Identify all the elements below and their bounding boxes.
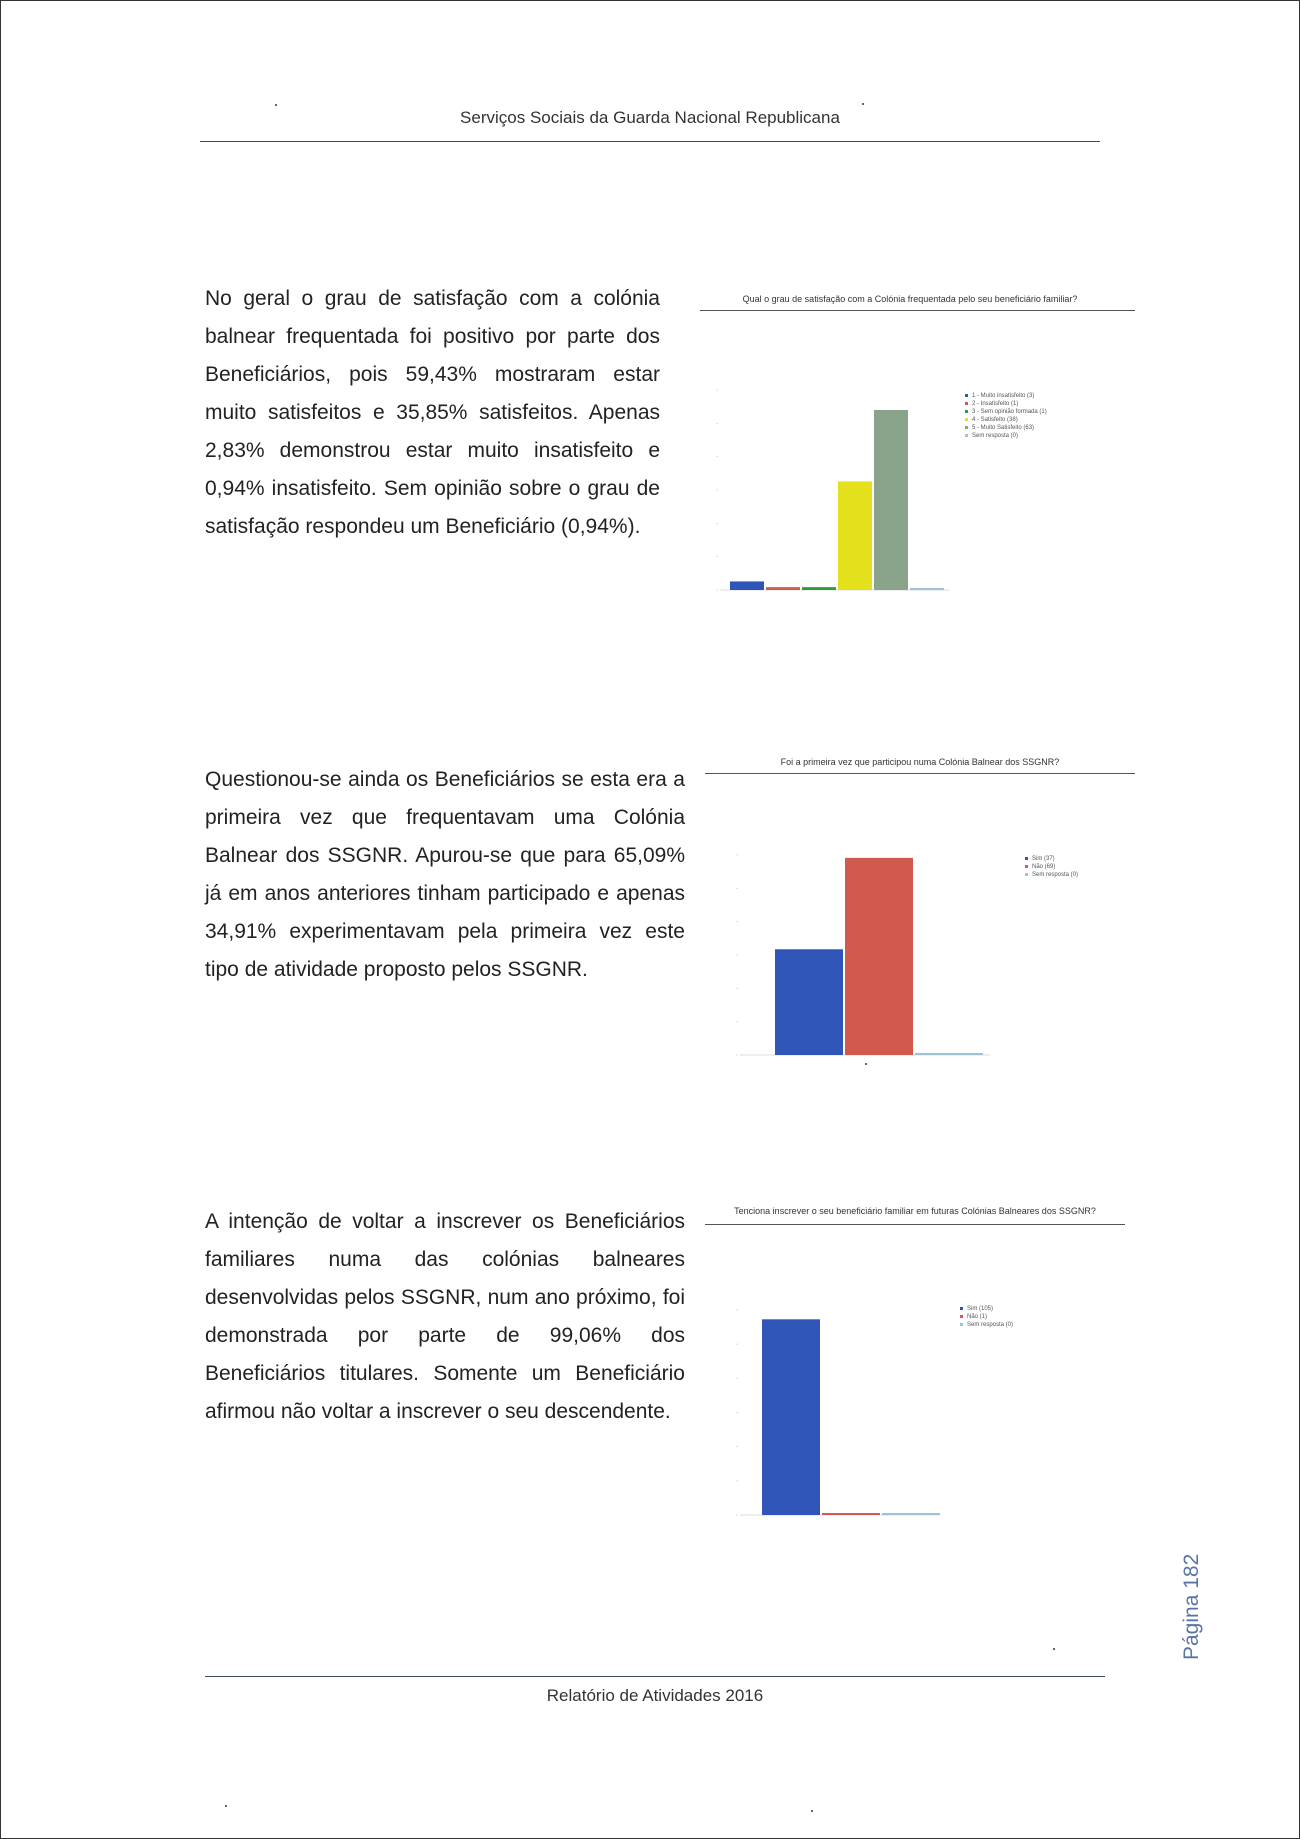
chart-1-legend-item — [965, 392, 1047, 400]
chart-1-bar-6 — [910, 588, 944, 590]
scan-speck — [225, 1805, 227, 1807]
chart-1-legend — [965, 392, 1047, 440]
legend-label: Sem resposta (0) — [972, 433, 1019, 439]
chart-1 — [700, 380, 960, 595]
section-1-text — [205, 280, 660, 546]
chart-1-title-rule — [700, 310, 1135, 311]
chart-1-legend-item — [965, 416, 1047, 424]
legend-swatch — [960, 1307, 963, 1310]
legend-swatch — [965, 394, 968, 397]
chart-3-legend — [960, 1305, 1013, 1329]
chart-3-legend-item — [960, 1305, 1013, 1313]
chart-1-legend-item — [965, 432, 1047, 440]
legend-swatch — [1025, 873, 1028, 876]
scan-speck — [275, 104, 277, 106]
section-2-text — [205, 761, 685, 989]
chart-3-title-rule — [705, 1224, 1125, 1225]
legend-swatch — [960, 1315, 963, 1318]
legend-swatch — [965, 410, 968, 413]
scan-speck — [865, 1063, 867, 1065]
chart-2-legend-item — [1025, 871, 1078, 879]
section-3-text — [205, 1203, 685, 1431]
legend-label: 1 - Muito insatisfeito (3) — [972, 393, 1035, 399]
chart-3-title: Tenciona inscrever o seu beneficiário familiar em futuras Colónias Balneares dos SSGNR? — [734, 1206, 1096, 1216]
legend-swatch — [1025, 857, 1028, 860]
legend-label: Sim (105) — [967, 1306, 994, 1312]
chart-2-bar-2 — [845, 858, 913, 1055]
legend-label: Não (1) — [967, 1314, 988, 1320]
legend-swatch — [965, 434, 968, 437]
chart-3-bar-2 — [822, 1513, 880, 1515]
chart-1-bar-4 — [838, 481, 872, 590]
legend-label: Sem resposta (0) — [1032, 872, 1079, 878]
legend-label: Sim (37) — [1032, 856, 1055, 862]
chart-3-legend-item — [960, 1313, 1013, 1321]
footer-rule — [205, 1676, 1105, 1677]
chart-2-legend — [1025, 855, 1078, 879]
chart-3-bar-1 — [762, 1319, 820, 1515]
chart-2-bar-1 — [775, 949, 843, 1055]
chart-1-bar-5 — [874, 410, 908, 590]
section-3-paragraph: A intenção de voltar a inscrever os Beneficiários familiares numa das colónias balneares desenvolvidas pelos SSGNR, num ano próximo, foi demonstrada por parte de 99,06% dos Beneficiários titulares. Somente um Beneficiário afirmou não voltar a inscrever o seu descendente. — [205, 1210, 685, 1423]
legend-label: Sem resposta (0) — [967, 1322, 1014, 1328]
chart-3 — [720, 1300, 980, 1520]
page-footer: Relatório de Atividades 2016 — [546, 1686, 764, 1705]
scan-speck — [1053, 1648, 1055, 1650]
chart-2-title-rule — [705, 773, 1135, 774]
legend-swatch — [965, 426, 968, 429]
chart-2-title: Foi a primeira vez que participou numa Colónia Balnear dos SSGNR? — [780, 757, 1060, 767]
section-1-paragraph: No geral o grau de satisfação com a colónia balnear frequentada foi positivo por parte dos Beneficiários, pois 59,43% mostraram estar muito satisfeitos e 35,85% satisfeitos. Apenas 2,83% demonstrou estar muito insatisfeito e 0,94% insatisfeito. Sem opinião sobre o grau de satisfação respondeu um Beneficiário (0,94%). — [205, 287, 660, 538]
chart-3-bar-3 — [882, 1513, 940, 1515]
page-header: Serviços Sociais da Guarda Nacional Republicana — [460, 108, 840, 127]
scan-speck — [862, 103, 864, 105]
chart-2-legend-item — [1025, 863, 1078, 871]
chart-1-bar-1 — [730, 581, 764, 590]
legend-label: 5 - Muito Satisfeito (63) — [972, 425, 1035, 431]
legend-label: 4 - Satisfeito (38) — [972, 417, 1018, 423]
legend-swatch — [965, 402, 968, 405]
legend-swatch — [960, 1323, 963, 1326]
page-number: Página 182 — [1180, 1553, 1203, 1660]
legend-swatch — [1025, 865, 1028, 868]
legend-swatch — [965, 418, 968, 421]
chart-1-legend-item — [965, 424, 1047, 432]
chart-2-bar-3 — [915, 1053, 983, 1055]
chart-1-bar-3 — [802, 587, 836, 590]
header-rule — [200, 141, 1100, 142]
section-2-paragraph: Questionou-se ainda os Beneficiários se esta era a primeira vez que frequentavam uma Colónia Balnear dos SSGNR. Apurou-se que para 65,09% já em anos anteriores tinham participado e apenas 34,91% experimentavam pela primeira vez este tipo de atividade proposto pelos SSGNR. — [205, 768, 685, 981]
chart-1-bar-2 — [766, 587, 800, 590]
legend-label: 2 - Insatisfeito (1) — [972, 401, 1019, 407]
scan-speck — [811, 1810, 813, 1812]
chart-2-legend-item — [1025, 855, 1078, 863]
chart-1-legend-item — [965, 400, 1047, 408]
chart-3-legend-item — [960, 1321, 1013, 1329]
chart-1-legend-item — [965, 408, 1047, 416]
legend-label: Não (69) — [1032, 864, 1056, 870]
chart-1-title: Qual o grau de satisfação com a Colónia frequentada pelo seu beneficiário familiar? — [742, 294, 1078, 304]
chart-2 — [720, 845, 1020, 1060]
legend-label: 3 - Sem opinião formada (1) — [972, 409, 1047, 415]
